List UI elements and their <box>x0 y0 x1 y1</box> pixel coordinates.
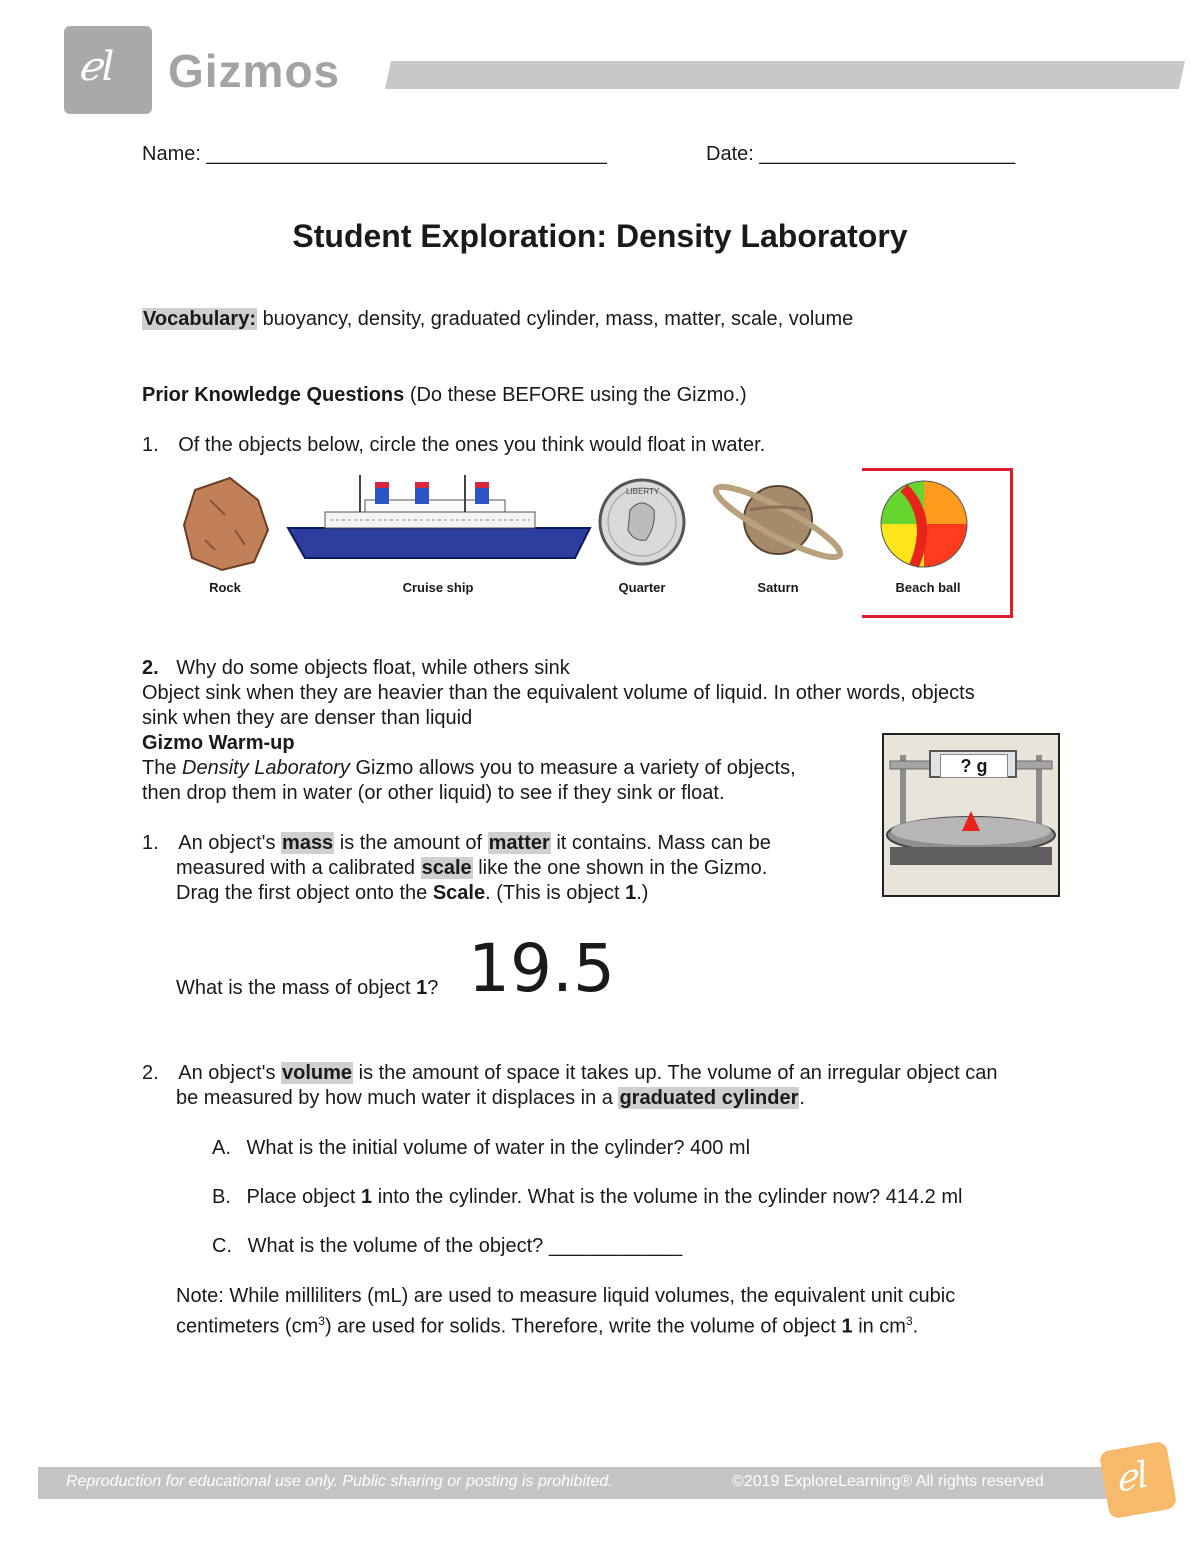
question-text: What is the initial volume of water in the cylinder? 400 ml <box>246 1137 751 1159</box>
prior-heading-text: Prior Knowledge Questions <box>142 384 405 406</box>
warmup-heading: Gizmo Warm-up <box>142 732 295 754</box>
intro-text: Gizmo allows you to measure a variety of objects, <box>355 757 796 779</box>
vocab-term: scale <box>421 857 472 879</box>
question-text: ? <box>427 977 439 999</box>
quarter-image <box>600 480 684 564</box>
mass-question <box>176 976 438 1001</box>
warmup-question-1-line3 <box>176 881 648 906</box>
question-text: like the one shown in the Gizmo. <box>478 857 768 879</box>
rock-image <box>184 478 268 570</box>
coin-text: LIBERTY <box>626 487 660 496</box>
question-text: An object's <box>178 832 276 854</box>
superscript: 3 <box>318 1314 325 1328</box>
question-number: 2. <box>142 657 159 679</box>
question-text: be measured by how much water it displaces in a <box>176 1087 613 1109</box>
object-label: Quarter <box>618 580 666 595</box>
mass-answer[interactable]: 19.5 <box>468 930 615 1007</box>
vocab-term: mass <box>282 832 334 854</box>
question-text: is the amount of <box>339 832 483 854</box>
warmup-intro-line2: then drop them in water (or other liquid) to see if they sink or float. <box>142 782 725 804</box>
prior-heading-note: (Do these BEFORE using the Gizmo.) <box>409 384 747 406</box>
warmup-intro <box>142 756 796 781</box>
note-line2 <box>176 1309 918 1340</box>
superscript: 3 <box>905 1314 913 1328</box>
prior-question-2 <box>142 656 570 681</box>
vocab-term: volume <box>282 1062 353 1084</box>
question-text: What is the mass of object <box>176 977 411 999</box>
page-title: Student Exploration: Density Laboratory <box>292 218 908 254</box>
question-text: into the cylinder. What is the volume in the cylinder now? 414.2 ml <box>377 1186 963 1208</box>
emphasis: 1 <box>841 1315 853 1338</box>
answer-line: Object sink when they are heavier than the equivalent volume of liquid. In other words, objects <box>142 682 975 704</box>
question-number: 1. <box>142 832 159 854</box>
question-text: Place object <box>246 1186 356 1208</box>
note-text: ) are used for solids. Therefore, write the volume of object <box>324 1315 836 1338</box>
question-text: .) <box>636 882 649 904</box>
name-blank: ____________________________________ <box>206 143 607 165</box>
note-line1: Note: While milliliters (mL) are used to measure liquid volumes, the equivalent unit cubic <box>176 1285 956 1307</box>
prior-question-1 <box>142 433 765 458</box>
question-text: . (This is object <box>485 882 620 904</box>
cruise-ship-image <box>288 475 590 558</box>
logo-mark: ℯl <box>78 44 115 90</box>
warmup-question-1 <box>142 831 771 856</box>
object-label: Saturn <box>757 580 799 595</box>
note-text: in cm <box>858 1315 906 1338</box>
name-label: Name: <box>142 143 201 165</box>
question-text[interactable]: What is the volume of the object? ____________ <box>247 1235 683 1257</box>
date-label: Date: <box>706 143 754 165</box>
sub-label: B. <box>212 1186 231 1208</box>
vocab-term: matter <box>488 832 550 854</box>
saturn-image <box>710 477 847 567</box>
objects-illustration <box>150 470 870 580</box>
warmup-question-2-line2 <box>176 1086 805 1111</box>
footer-copyright: ©2019 ExploreLearning® All rights reserved <box>732 1473 1044 1490</box>
object-label: Beach ball <box>895 580 961 595</box>
prior-knowledge-heading <box>142 383 747 408</box>
footer-logo <box>1099 1441 1178 1520</box>
footer-disclaimer: Reproduction for educational use only. Public sharing or posting is prohibited. <box>66 1473 613 1490</box>
name-field[interactable] <box>142 142 607 167</box>
header-bar <box>385 61 1185 89</box>
vocabulary-line <box>142 307 853 332</box>
brand-name: Gizmos <box>168 45 341 97</box>
question-text: . <box>799 1087 805 1109</box>
intro-text: The <box>142 757 177 779</box>
scale-image <box>882 733 1060 897</box>
question-text: is the amount of space it takes up. The volume of an irregular object can <box>358 1062 998 1084</box>
question-text: it contains. Mass can be <box>556 832 771 854</box>
emphasis: 1 <box>416 977 428 999</box>
question-number: 1. <box>142 434 159 456</box>
gizmo-name: Density Laboratory <box>182 757 350 779</box>
emphasis: Scale <box>432 882 486 904</box>
sub-label: A. <box>212 1137 231 1159</box>
answer-line: sink when they are denser than liquid <box>142 707 473 729</box>
footer-logo-mark: ℯl <box>1112 1454 1152 1501</box>
vocabulary-label: Vocabulary: <box>143 308 256 330</box>
scale-display: ? g <box>940 754 1008 778</box>
note-text: . <box>912 1315 919 1338</box>
answer-circle-mark <box>862 468 1013 618</box>
question-text: Of the objects below, circle the ones you think would float in water. <box>178 434 766 456</box>
question-text: An object's <box>178 1062 276 1084</box>
sub-question-c <box>212 1234 682 1259</box>
sub-label: C. <box>212 1235 232 1257</box>
object-label: Rock <box>209 580 241 595</box>
date-field[interactable] <box>706 142 1015 167</box>
note-text: centimeters (cm <box>176 1315 319 1338</box>
question-number: 2. <box>142 1062 159 1084</box>
sub-question-b <box>212 1185 962 1210</box>
emphasis: 1 <box>625 882 637 904</box>
emphasis: 1 <box>361 1186 373 1208</box>
warmup-question-1-line2 <box>176 856 767 881</box>
object-label: Cruise ship <box>402 580 474 595</box>
question-text: Why do some objects float, while others sink <box>176 657 570 679</box>
warmup-question-2 <box>142 1061 998 1086</box>
vocabulary-terms: buoyancy, density, graduated cylinder, mass, matter, scale, volume <box>262 308 854 330</box>
explorelearning-logo <box>64 26 152 114</box>
vocab-term: graduated cylinder <box>619 1087 799 1109</box>
question-text: Drag the first object onto the <box>176 882 428 904</box>
question-text: measured with a calibrated <box>176 857 416 879</box>
date-blank: _______________________ <box>759 143 1016 165</box>
sub-question-a <box>212 1136 750 1161</box>
